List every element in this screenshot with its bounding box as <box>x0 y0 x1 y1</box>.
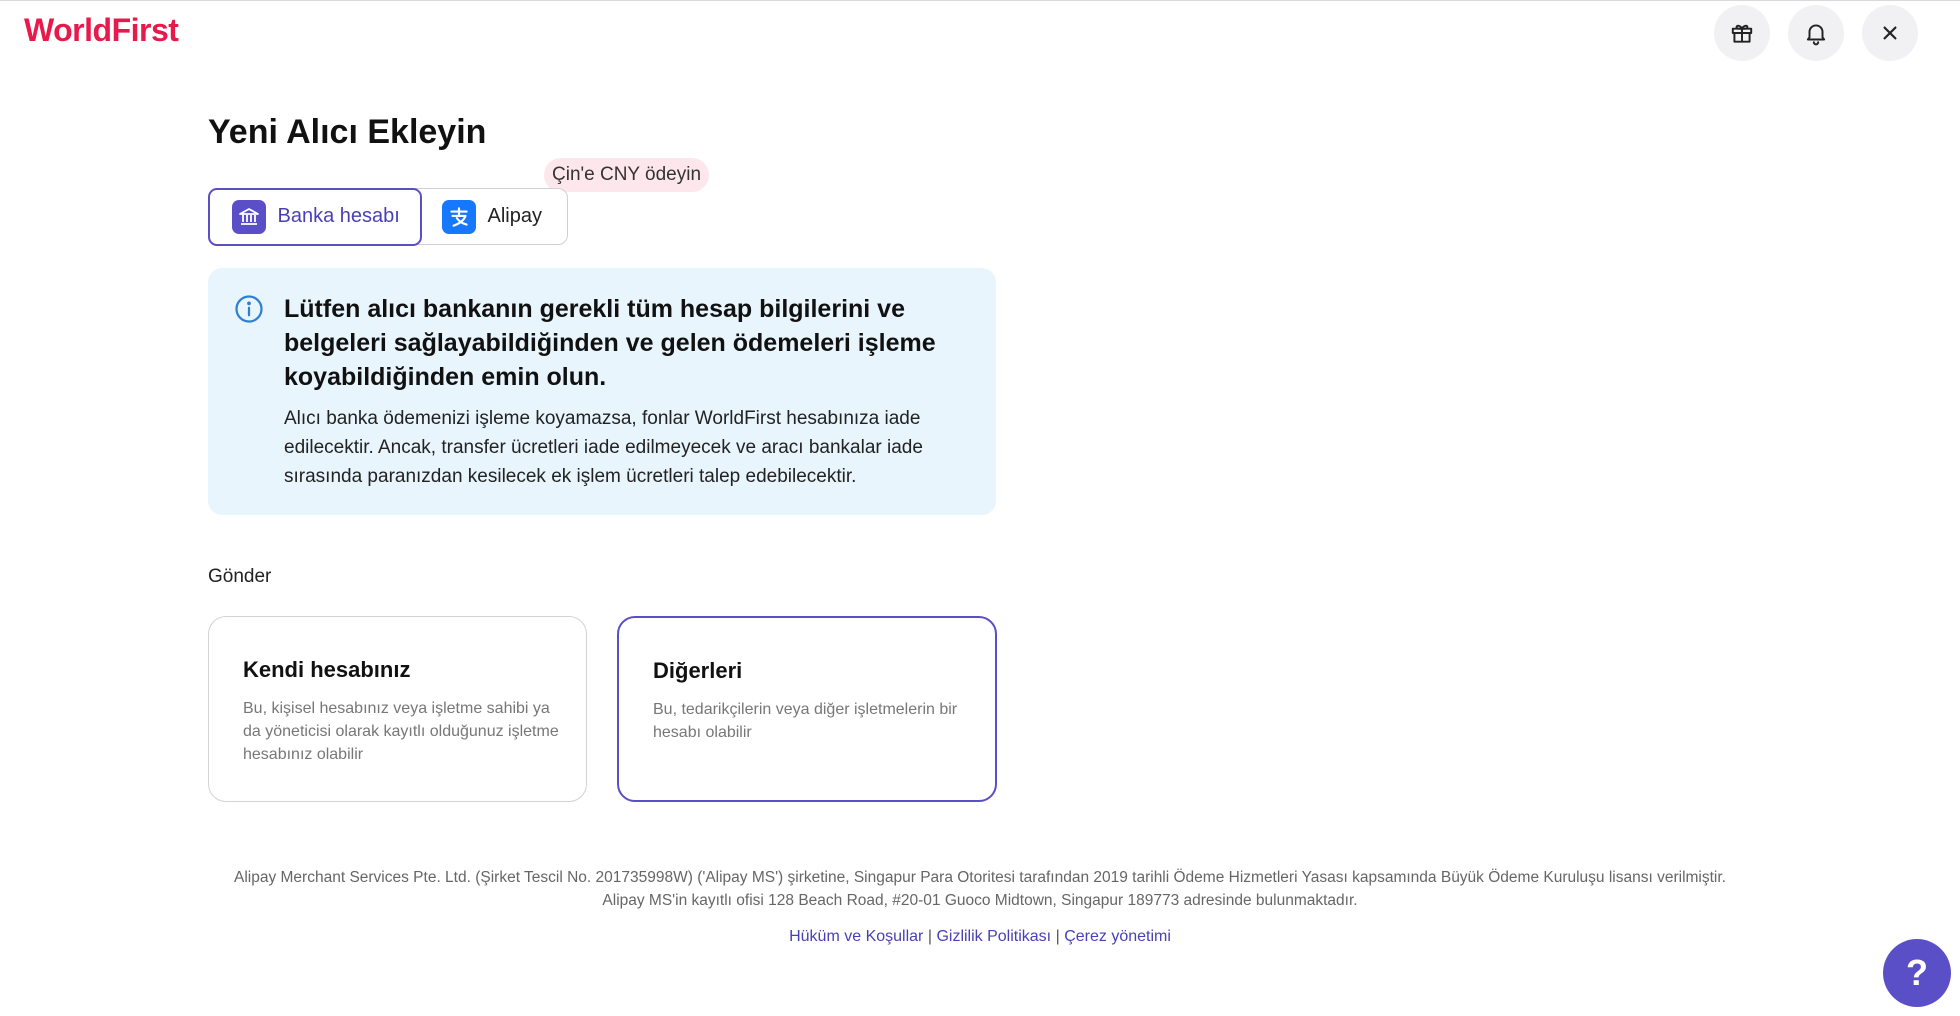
own-account-title: Kendi hesabınız <box>243 657 411 682</box>
close-button[interactable] <box>1862 5 1918 61</box>
cny-badge: Çin'e CNY ödeyin <box>544 158 709 192</box>
link-separator: | <box>927 928 932 945</box>
bell-icon <box>1803 20 1829 46</box>
tab-bank-account-label: Banka hesabı <box>277 205 400 227</box>
own-account-option[interactable] <box>208 616 587 802</box>
others-description: Bu, tedarikçilerin veya diğer işletmelerin bir hesabı olabilir <box>653 701 958 741</box>
legal-notice <box>0 866 1960 912</box>
footer-links <box>0 928 1960 946</box>
notifications-button[interactable] <box>1788 5 1844 61</box>
info-body: Alıcı banka ödemenizi işleme koyamazsa, fonlar WorldFirst hesabınıza iade edilecektir. Ancak, transfer ücretleri iade edilmeyecek ve aracı bankalar iade sırasında paranızdan kesilecek ek işlem ücretleri talep edebilecektir. <box>284 408 923 487</box>
cookie-link[interactable]: Çerez yönetimi <box>1064 928 1171 945</box>
own-account-description: Bu, kişisel hesabınız veya işletme sahibi ya da yöneticisi olarak kayıtlı olduğunuz işletme hesabınız olabilir <box>243 700 559 763</box>
bank-icon <box>232 200 266 234</box>
info-title: Lütfen alıcı bankanın gerekli tüm hesap bilgilerini ve belgeleri sağlayabildiğinden ve gelen ödemeleri işleme koyabildiğinden emin olun. <box>284 295 936 391</box>
info-notice <box>208 268 996 515</box>
others-option[interactable] <box>617 616 997 802</box>
legal-line-1: Alipay Merchant Services Pte. Ltd. (Şirket Tescil No. 201735998W) ('Alipay MS') şirketine, Singapur Para Otoritesi tarafından 2019 tarihli Ödeme Hizmetleri Yasası kapsamında Büyük Ödeme Kuruluşu lisansı verilmiştir. <box>234 869 1726 886</box>
link-separator: | <box>1055 928 1060 945</box>
tab-alipay[interactable] <box>422 189 568 244</box>
info-icon <box>234 294 264 324</box>
payment-method-tabs <box>208 188 568 245</box>
page-title: Yeni Alıcı Ekleyin <box>208 113 487 151</box>
gift-icon <box>1729 20 1755 46</box>
help-button[interactable] <box>1883 939 1951 1007</box>
top-border <box>0 0 1960 1</box>
legal-line-2: Alipay MS'in kayıtlı ofisi 128 Beach Road, #20-01 Guoco Midtown, Singapur 189773 adresinde bulunmaktadır. <box>602 892 1358 909</box>
privacy-link[interactable]: Gizlilik Politikası <box>936 928 1052 945</box>
gift-button[interactable] <box>1714 5 1770 61</box>
help-icon: ? <box>1906 952 1928 993</box>
worldfirst-logo[interactable]: WorldFirst <box>24 12 179 48</box>
tab-bank-account[interactable] <box>208 188 422 246</box>
close-icon <box>1877 20 1903 46</box>
alipay-icon <box>442 200 476 234</box>
others-title: Diğerleri <box>653 658 743 683</box>
send-label: Gönder <box>208 566 272 587</box>
tab-alipay-label: Alipay <box>487 205 542 227</box>
terms-link[interactable]: Hüküm ve Koşullar <box>789 928 924 945</box>
